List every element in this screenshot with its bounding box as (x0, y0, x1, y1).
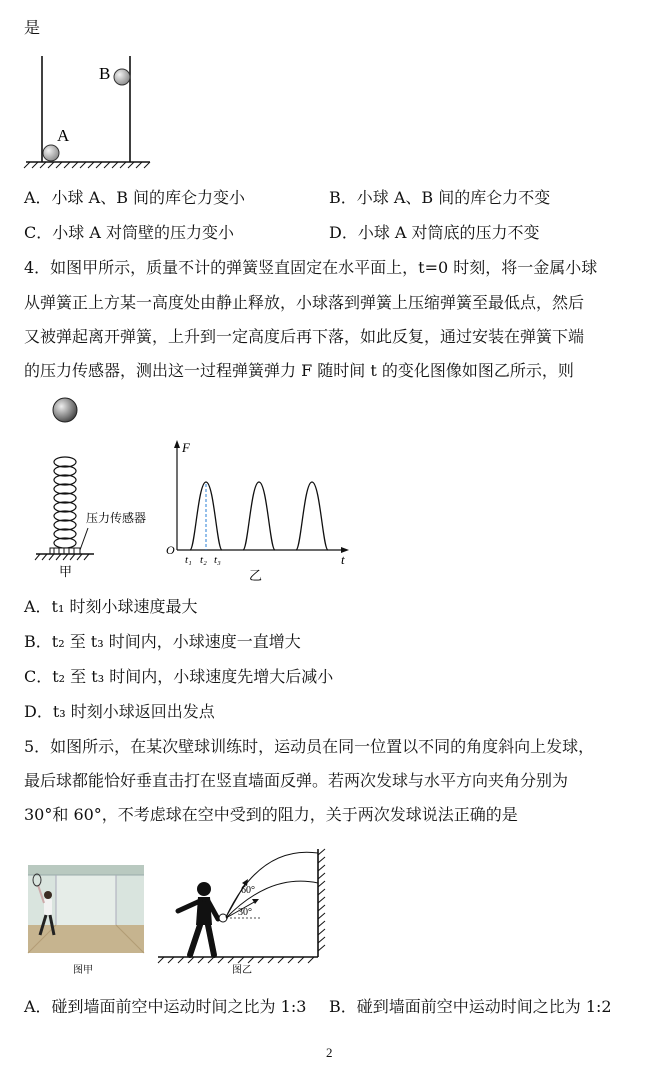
q3-option-b: B．小球 A、B 间的库仑力不变 (329, 188, 551, 207)
figure-yi-force-time (165, 438, 355, 583)
y-axis-arrow (174, 440, 180, 448)
label-b: B (99, 64, 111, 83)
q5-line-3: 30°和 60°，不考虑球在空中受到的阻力，关于两次发球说法正确的是 (24, 805, 518, 824)
q4-option-a: A．t₁ 时刻小球速度最大 (24, 597, 198, 616)
caption-photo-jia: 图甲 (73, 965, 93, 976)
athlete-silhouette (178, 882, 218, 955)
q3-option-c: C．小球 A 对筒壁的压力变小 (24, 223, 234, 242)
label-a: A (57, 126, 70, 145)
q5-option-a: A．碰到墙面前空中运动时间之比为 1:3 (24, 997, 307, 1016)
ball-b (114, 69, 130, 85)
force-pulse-3 (296, 482, 328, 550)
q3-option-a: A．小球 A、B 间的库仑力变小 (24, 188, 246, 207)
tick-t2: t₂ (200, 554, 207, 566)
spring-coils (54, 457, 76, 548)
q5-option-b: B．碰到墙面前空中运动时间之比为 1:2 (329, 997, 612, 1016)
top-fragment: 是 (24, 18, 41, 37)
q4-option-c: C．t₂ 至 t₃ 时间内，小球速度先增大后减小 (24, 667, 334, 686)
sensor-label: 压力传感器 (86, 511, 147, 525)
caption-jia: 甲 (59, 565, 73, 580)
q4-line-1: 4．如图甲所示，质量不计的弹簧竖直固定在水平面上，t=0 时刻，将一金属小球 (24, 258, 598, 277)
ball-a (43, 145, 59, 161)
tick-t3: t₃ (214, 554, 221, 566)
figure-squash-diagram (150, 845, 330, 975)
q4-option-b: B．t₂ 至 t₃ 时间内，小球速度一直增大 (24, 632, 301, 651)
figure-squash-photo (28, 865, 148, 977)
figure-tube-balls (24, 50, 154, 170)
q5-line-1: 5．如图所示，在某次壁球训练时，运动员在同一位置以不同的角度斜向上发球， (24, 737, 595, 756)
ground-hatching (24, 162, 150, 168)
origin-label: O (166, 543, 175, 557)
angle-30-label: 30° (238, 907, 252, 918)
q4-option-d: D．t₃ 时刻小球返回出发点 (24, 702, 215, 721)
x-axis-label: t (341, 552, 345, 567)
force-pulse-2 (243, 482, 275, 550)
wall-hatching (318, 849, 325, 951)
y-axis-label: F (182, 440, 190, 455)
tick-t1: t₁ (185, 554, 192, 566)
figure-jia-spring (30, 396, 170, 581)
launch-ball (219, 914, 227, 922)
q5-line-2: 最后球都能恰好垂直击打在竖直墙面反弹。若两次发球与水平方向夹角分别为 (24, 771, 569, 790)
angle-60-label: 60° (241, 885, 255, 896)
q4-line-2: 从弹簧正上方某一高度处由静止释放，小球落到弹簧上压缩弹簧至最低点，然后 (24, 293, 585, 312)
metal-ball (53, 398, 77, 422)
caption-yi: 乙 (249, 569, 263, 584)
q4-line-3: 又被弹起离开弹簧，上升到一定高度后再下落，如此反复，通过安装在弹簧下端 (24, 327, 585, 346)
caption-diagram-yi: 图乙 (232, 965, 252, 976)
sensor-leader (80, 528, 88, 550)
page-number: 2 (326, 1045, 333, 1060)
q4-line-4: 的压力传感器，测出这一过程弹簧弹力 F 随时间 t 的变化图像如图乙所示，则 (24, 361, 574, 380)
q3-option-d: D．小球 A 对筒底的压力不变 (329, 223, 540, 242)
